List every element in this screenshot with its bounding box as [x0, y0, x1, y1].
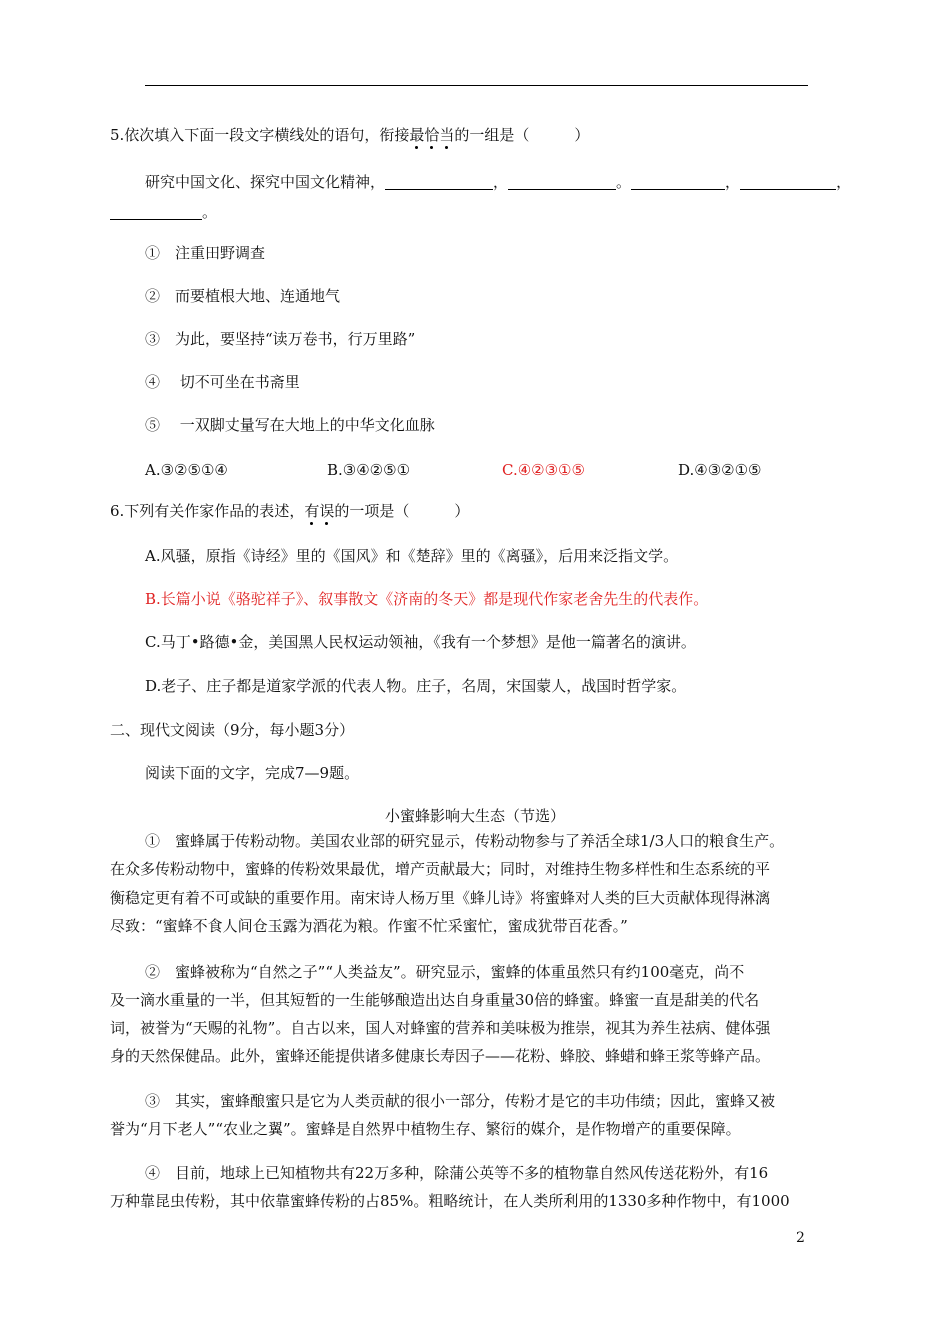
- blank-4: [740, 174, 836, 190]
- q6-option-b: B.长篇小说《骆驼祥子》、叙事散文《济南的冬天》都是现代作家老舍先生的代表作。: [145, 590, 709, 608]
- para2-line1: ② 蜜蜂被称为“自然之子”“人类益友”。研究显示，蜜蜂的体重虽然只有约100毫克，尚不: [145, 963, 745, 981]
- blank-1: [385, 174, 493, 190]
- q5-option-a: A.③②⑤①④: [145, 461, 228, 479]
- header-rule: [145, 85, 808, 86]
- q5-item-3: ③ 为此，要坚持“读万卷书，行万里路”: [145, 330, 416, 348]
- para1-line2: 在众多传粉动物中，蜜蜂的传粉效果最优，增产贡献最大；同时，对维持生物多样性和生态系统的平: [110, 860, 771, 878]
- q5-item-4: ④ 切不可坐在书斋里: [145, 373, 300, 391]
- blank-3: [631, 174, 725, 190]
- para2-line2: 及一滴水重量的一半，但其短暂的一生能够酿造出达自身重量30倍的蜂蜜。蜂蜜一直是甜美的代名: [110, 991, 760, 1009]
- para2-line3: 词，被誉为“天赐的礼物”。自古以来，国人对蜂蜜的营养和美味极为推崇，视其为养生祛病、健体强: [110, 1019, 771, 1037]
- para1-line1: ① 蜜蜂属于传粉动物。美国农业部的研究显示，传粉动物参与了养活全球1/3人口的粮食生产。: [145, 832, 785, 850]
- q6-option-d: D.老子、庄子都是道家学派的代表人物。庄子，名周，宋国蒙人，战国时哲学家。: [145, 677, 687, 695]
- para2-line4: 身的天然保健品。此外，蜜蜂还能提供诸多健康长寿因子——花粉、蜂胶、蜂蜡和蜂王浆等蜂产品。: [110, 1047, 771, 1065]
- q6-option-c: C.马丁•路德•金，美国黑人民权运动领袖，《我有一个梦想》是他一篇著名的演讲。: [145, 633, 696, 651]
- blank-2: [508, 174, 616, 190]
- para4-line1: ④ 目前，地球上已知植物共有22万多种，除蒲公英等不多的植物靠自然风传送花粉外，有16: [145, 1164, 769, 1182]
- q5-passage-cont: 。: [110, 202, 217, 222]
- q5-passage: 研究中国文化、探究中国文化精神， ， 。 ， ，: [145, 173, 852, 191]
- q5-option-b: B.③④②⑤①: [327, 461, 411, 479]
- q5-option-c: C.④②③①⑤: [502, 461, 585, 479]
- article-title: 小蜜蜂影响大生态（节选）: [384, 807, 565, 825]
- q5-item-5: ⑤ 一双脚丈量写在大地上的中华文化血脉: [145, 416, 435, 434]
- q5-stem: 5.依次填入下面一段文字横线处的语句，衔接最恰当的一组是（ ）: [110, 126, 590, 144]
- q6-option-a: A.风骚，原指《诗经》里的《国风》和《楚辞》里的《离骚》，后用来泛指文学。: [145, 547, 679, 565]
- section2-heading: 二、现代文阅读（9分，每小题3分）: [110, 721, 355, 739]
- para1-line4: 尽致：“蜜蜂不食人间仓玉露为酒花为粮。作蜜不忙采蜜忙，蜜成犹带百花香。”: [110, 917, 628, 935]
- page-number: 2: [796, 1230, 805, 1246]
- para3-line1: ③ 其实，蜜蜂酿蜜只是它为人类贡献的很小一部分，传粉才是它的丰功伟绩；因此，蜜蜂又被: [145, 1092, 776, 1110]
- q6-stem: 6.下列有关作家作品的表述，有误的一项是（ ）: [110, 502, 470, 520]
- para3-line2: 誉为“月下老人”“农业之翼”。蜜蜂是自然界中植物生存、繁衍的媒介，是作物增产的重要保障。: [110, 1120, 741, 1138]
- q5-item-1: ① 注重田野调查: [145, 244, 266, 262]
- section2-instruction: 阅读下面的文字，完成7—9题。: [145, 764, 360, 782]
- para1-line3: 衡稳定更有着不可或缺的重要作用。南宋诗人杨万里《蜂儿诗》将蜜蜂对人类的巨大贡献体现得淋漓: [110, 889, 771, 907]
- para4-line2: 万种靠昆虫传粉，其中依靠蜜蜂传粉的占85%。粗略统计，在人类所利用的1330多种作物中，有1000: [110, 1192, 790, 1210]
- blank-5: [110, 204, 202, 220]
- q5-option-d: D.④③②①⑤: [678, 461, 762, 479]
- q5-item-2: ② 而要植根大地、连通地气: [145, 287, 341, 305]
